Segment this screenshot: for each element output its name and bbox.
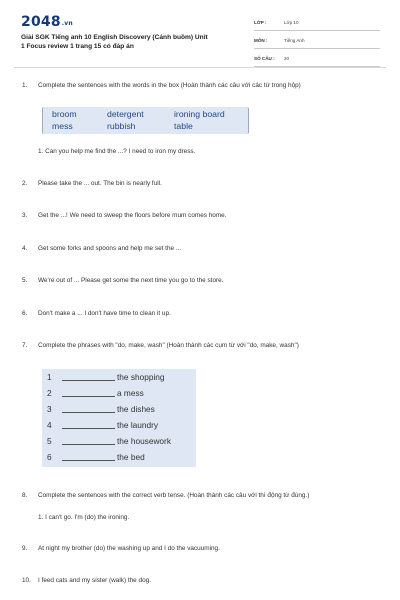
blank-line <box>62 396 115 397</box>
phrase-number: 4 <box>47 420 52 430</box>
word-box-item: broom <box>52 109 77 119</box>
question-number: 2. <box>22 180 28 187</box>
meta-value: Lớp 10 <box>284 20 299 25</box>
word-box-item: ironing board <box>174 109 225 119</box>
question-text: Complete the sentences with the correct verb tense. (Hoàn thành các câu với thì động từ đúng.) <box>38 492 310 499</box>
blank-line <box>62 412 115 413</box>
word-box-item: mess <box>52 121 73 131</box>
logo-suffix: .vn <box>61 20 73 27</box>
question-number: 1. <box>22 82 28 89</box>
meta-value: 20 <box>284 56 290 61</box>
word-box-item: detergent <box>107 109 144 119</box>
word-box-item: table <box>174 121 193 131</box>
meta-label: LỚP : <box>254 20 267 25</box>
question <box>22 577 151 584</box>
phrase-text: the bed <box>117 452 145 462</box>
question-text: Complete the sentences with the words in the box (Hoàn thành các câu với các từ trong hộp) <box>38 82 301 89</box>
phrase-row <box>42 401 196 417</box>
phrase-number: 6 <box>47 452 52 462</box>
question <box>22 492 309 499</box>
blank-line <box>62 428 115 429</box>
question-text: We're out of ... Please get some the next time you go to the store. <box>38 277 224 284</box>
question <box>22 212 227 219</box>
question-text: I feed cats and my sister (walk) the dog. <box>38 577 151 584</box>
phrase-number: 2 <box>47 388 52 398</box>
phrase-number: 5 <box>47 436 52 446</box>
question <box>22 342 299 349</box>
question-number: 3. <box>22 212 28 219</box>
question <box>22 277 223 284</box>
phrase-text: a mess <box>117 388 144 398</box>
logo[interactable] <box>21 14 73 30</box>
meta-label: MÔN : <box>254 38 268 43</box>
phrase-row <box>42 369 196 385</box>
word-box <box>42 107 249 134</box>
meta-row-count <box>254 51 380 67</box>
question <box>22 180 162 187</box>
blank-line <box>62 444 115 445</box>
meta-row-class <box>254 15 380 31</box>
header <box>0 0 400 64</box>
phrase-text: the shopping <box>117 372 165 382</box>
question-text: Complete the phrases with "do, make, wash" (Hoàn thành các cụm từ với "do, make, wash") <box>38 342 299 349</box>
question-text: Please take the ... out. The bin is nearly full. <box>38 180 162 187</box>
question <box>22 310 171 317</box>
question-number: 7. <box>22 342 28 349</box>
question-text: Get the ...! We need to sweep the floors before mum comes home. <box>38 212 227 219</box>
document-title <box>21 33 251 51</box>
meta-value: Tiếng Anh <box>284 38 305 43</box>
blank-line <box>62 460 115 461</box>
document-title-line1: Giải SGK Tiếng anh 10 English Discovery (Cánh buồm) Unit <box>21 34 208 41</box>
meta-label: SỐ CÂU : <box>254 56 275 61</box>
question-text: Don't make a ... I don't have time to clean it up. <box>38 310 171 317</box>
phrase-row <box>42 385 196 401</box>
question-number: 10. <box>22 577 31 584</box>
phrase-text: the dishes <box>117 404 155 414</box>
phrase-number: 1 <box>47 372 52 382</box>
question-number: 8. <box>22 492 28 499</box>
phrase-number: 3 <box>47 404 52 414</box>
question <box>22 545 220 552</box>
blank-line <box>62 380 115 381</box>
phrase-row <box>42 433 196 449</box>
sub-question: 1. Can you help me find the ...? I need to iron my dress. <box>38 148 196 155</box>
sub-question: 1. I can't go. I'm (do) the ironing. <box>38 514 130 521</box>
phrase-text: the laundry <box>117 420 159 430</box>
question-number: 6. <box>22 310 28 317</box>
question <box>22 245 181 252</box>
header-divider <box>14 67 386 68</box>
question-number: 5. <box>22 277 28 284</box>
phrase-row <box>42 417 196 433</box>
question-text: At night my brother (do) the washing up and I do the vacuuming. <box>38 545 220 552</box>
word-box-item: rubbish <box>107 121 136 131</box>
question <box>22 82 301 89</box>
meta-info <box>254 15 380 69</box>
question-number: 9. <box>22 545 28 552</box>
phrase-row <box>42 449 196 465</box>
document-title-line2: 1 Focus review 1 trang 15 có đáp án <box>21 43 134 50</box>
phrase-text: the housework <box>117 436 171 446</box>
meta-row-subject <box>254 33 380 49</box>
question-number: 4. <box>22 245 28 252</box>
phrase-box <box>42 369 196 467</box>
question-text: Get some forks and spoons and help me set the ... <box>38 245 182 252</box>
logo-main: 2048 <box>21 14 61 30</box>
